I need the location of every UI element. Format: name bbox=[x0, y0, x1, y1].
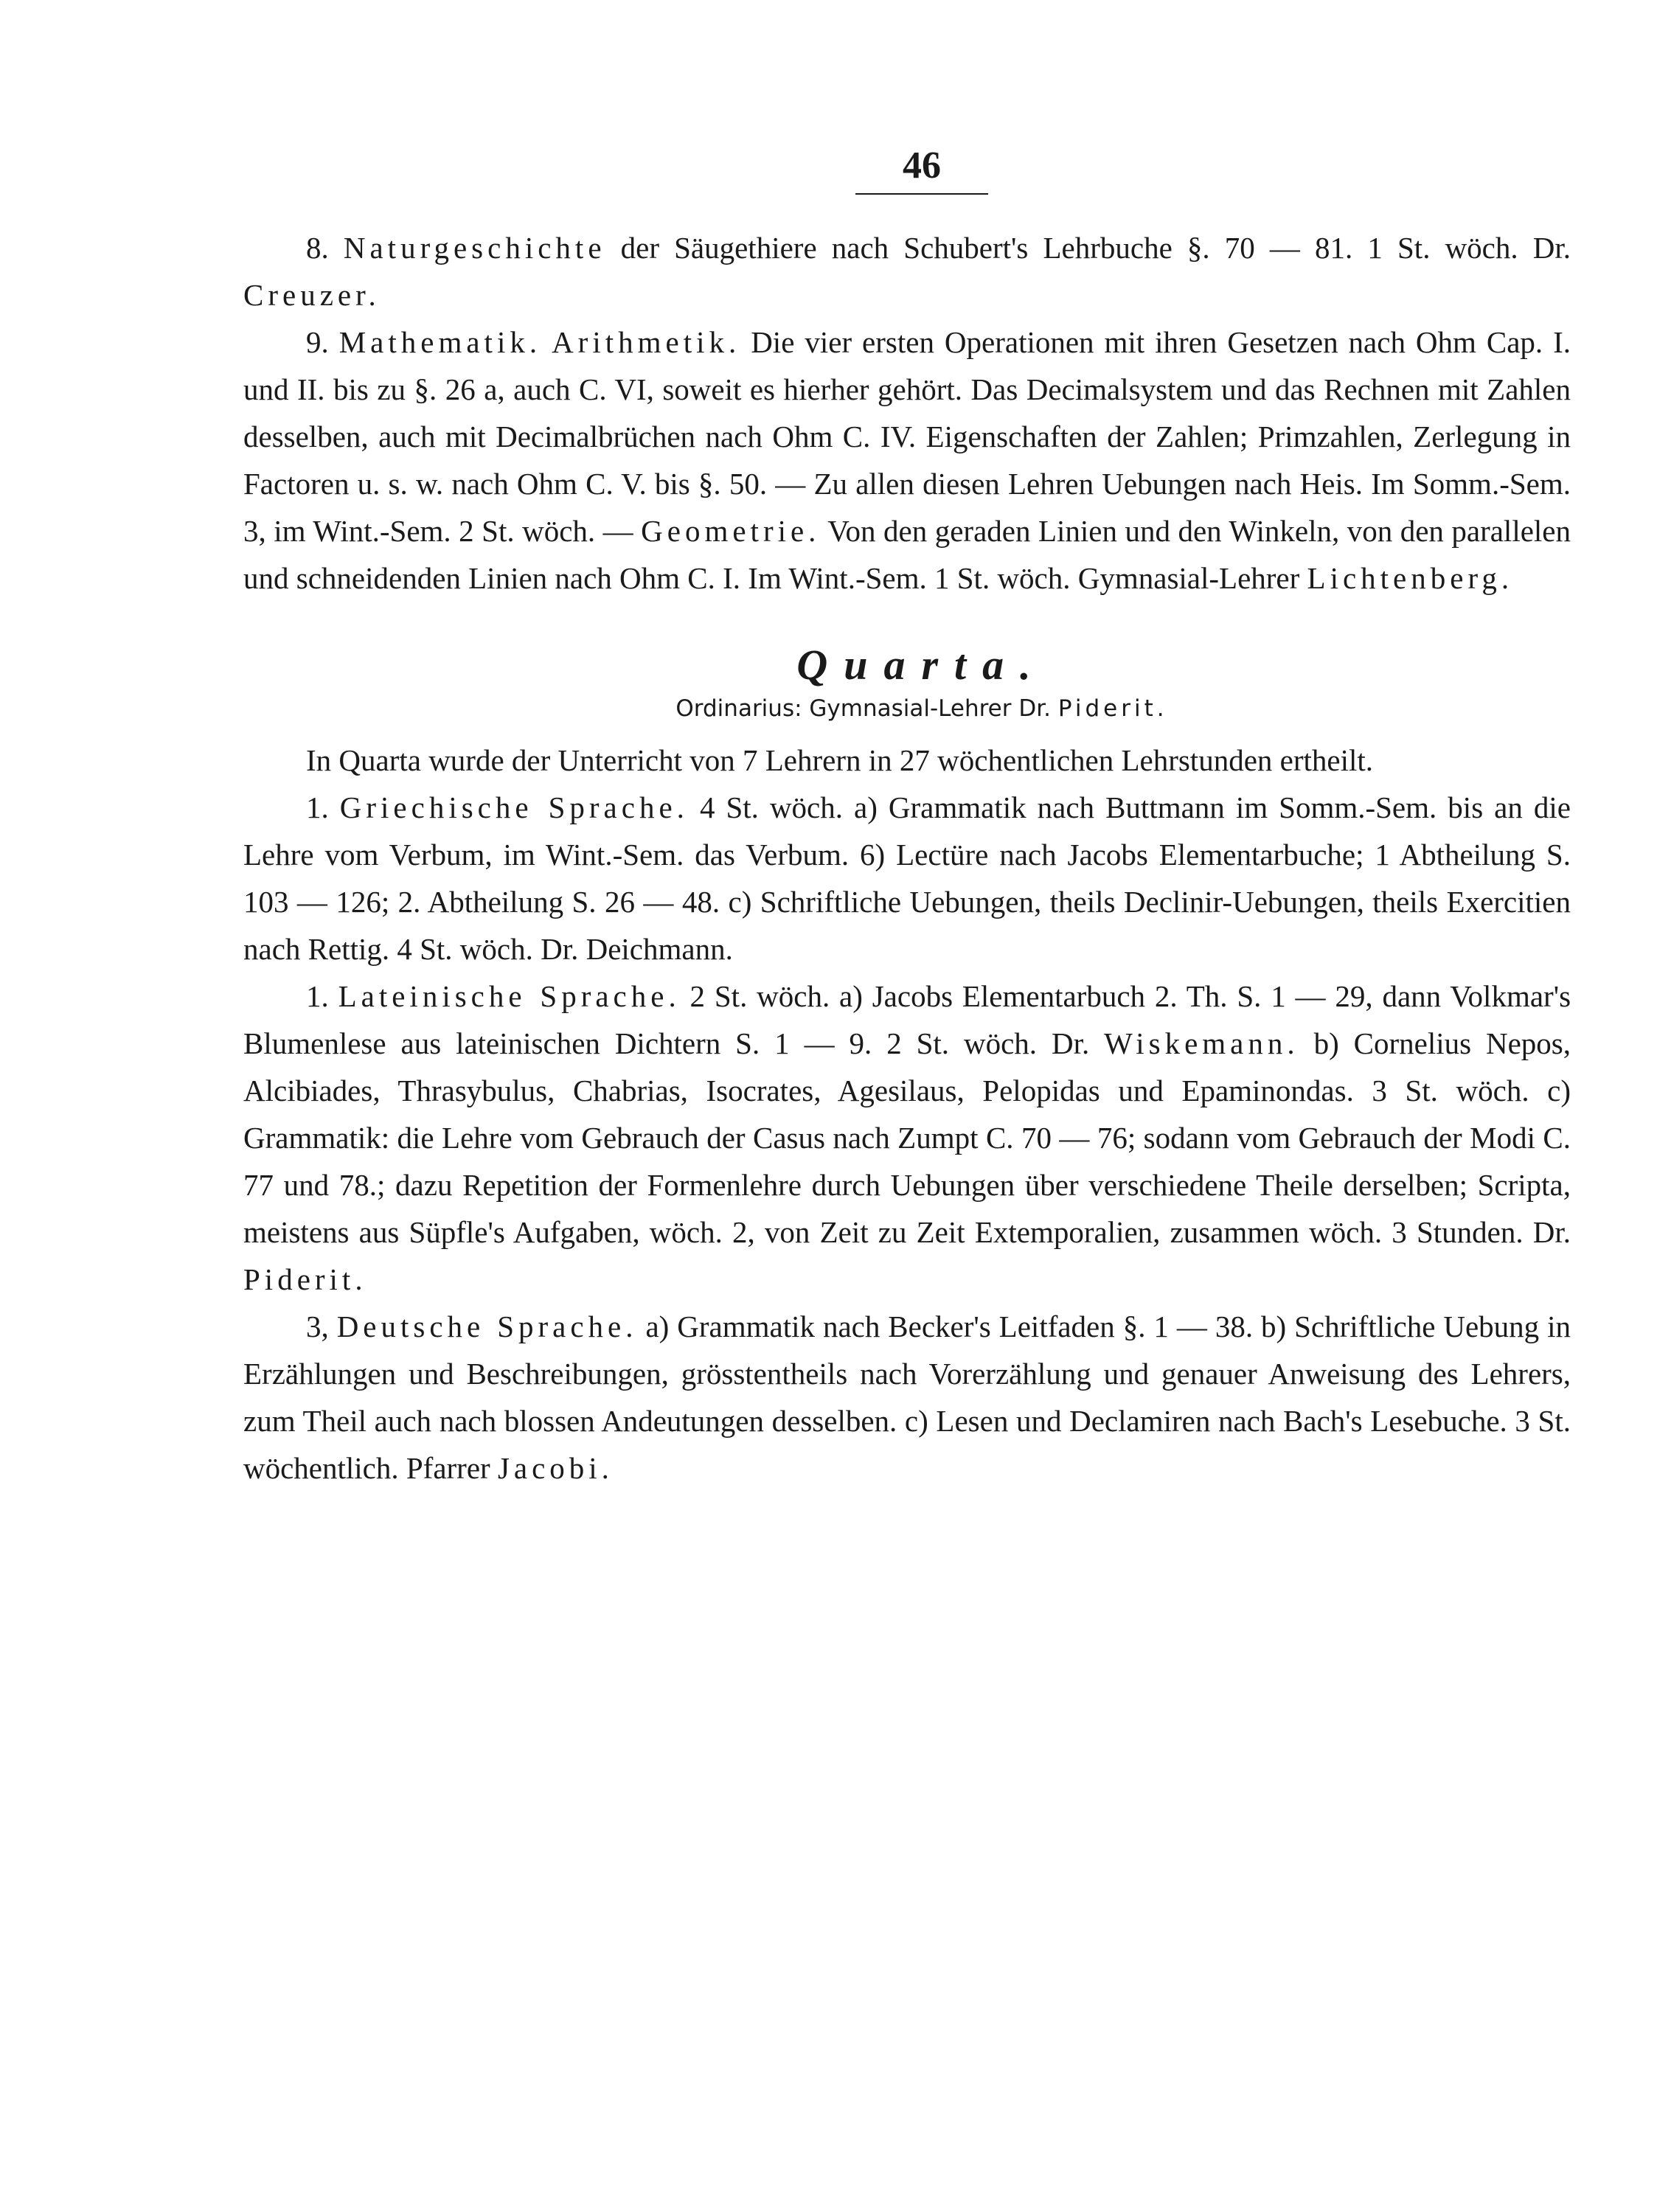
paragraph-lateinisch bbox=[243, 973, 1571, 1303]
ordinarius-label: Ordinarius: Gymnasial-Lehrer Dr. bbox=[675, 695, 1051, 722]
paragraph-text-2: Von den geraden Linien und den Winkeln, von den parallelen und schneidenden Linien nach Ohm C. I. Im Wint.-Sem. 1 St. wöch. Gymnasial-Lehrer bbox=[243, 514, 1571, 595]
paragraph-text: Die vier ersten Operationen mit ihren Gesetzen nach Ohm Cap. I. und II. bis zu §. 26 a, auch C. VI, soweit es hierher gehört. Das Decimalsystem und das Rechnen mit Zahlen desselben, auch mit Decimalbrüchen nach Ohm C. IV. Eigenschaften der Zahlen; Primzahlen, Zerlegung in Factoren u. s. w. nach Ohm C. V. bis §. 50. — Zu allen diesen Lehren Uebungen nach Heis. Im Somm.-Sem. 3, im Wint.-Sem. 2 St. wöch. — bbox=[243, 325, 1571, 548]
paragraph-text: 2 St. wöch. a) Jacobs Elementarbuch 2. Th. S. 1 — 29, dann Volkmar's Blumenlese aus lateinischen Dichtern S. 1 — 9. 2 St. wöch. Dr. bbox=[243, 979, 1571, 1060]
item-number: 9. bbox=[306, 325, 329, 359]
page-number: 46 bbox=[855, 144, 988, 195]
subject-name: Mathematik. bbox=[338, 325, 542, 359]
item-number: 1. bbox=[306, 979, 329, 1013]
paragraph-text: der Säugethiere nach Schubert's Lehrbuche §. 70 — 81. 1 St. wöch. Dr. bbox=[620, 231, 1571, 265]
paragraph-intro bbox=[243, 737, 1571, 784]
subject-name-geometrie: Geometrie. bbox=[641, 514, 821, 548]
section-heading: Quarta. bbox=[796, 641, 1047, 689]
teacher-name: Jacobi. bbox=[497, 1451, 614, 1485]
paragraph-griechisch bbox=[243, 784, 1571, 973]
subject-name: Naturgeschichte bbox=[343, 231, 606, 265]
paragraph-mathematik bbox=[243, 319, 1571, 602]
teacher-name-2: Piderit. bbox=[243, 1262, 367, 1296]
paragraph-text: 4 St. wöch. a) Grammatik nach Buttmann im Somm.-Sem. bis an die Lehre vom Verbum, im Wint.-Sem. das Verbum. 6) Lectüre nach Jacobs Elementarbuche; 1 Abtheilung S. 103 — 126; 2. Abtheilung S. 26 — 48. c) Schriftliche Uebungen, theils Declinir-Uebungen, theils Exercitien nach Rettig. 4 St. wöch. Dr. Deichmann. bbox=[243, 790, 1571, 966]
ordinarius-line bbox=[258, 695, 1585, 722]
ordinarius-name: Piderit. bbox=[1057, 695, 1168, 722]
subject-name-arithmetik: Arithmetik. bbox=[552, 325, 741, 359]
subject-name: Lateinische Sprache. bbox=[338, 979, 681, 1013]
teacher-name: Creuzer. bbox=[243, 278, 381, 312]
paragraph-text: In Quarta wurde der Unterricht von 7 Lehrern in 27 wöchentlichen Lehrstunden ertheilt. bbox=[306, 743, 1374, 777]
paragraph-naturgeschichte bbox=[243, 224, 1571, 319]
document-page bbox=[243, 144, 1571, 1492]
subject-name: Griechische Sprache. bbox=[339, 790, 689, 824]
teacher-name: Lichtenberg. bbox=[1307, 561, 1514, 595]
subject-name: Deutsche Sprache. bbox=[336, 1310, 638, 1343]
paragraph-text: a) Grammatik nach Becker's Leitfaden §. 1 — 38. b) Schriftliche Uebung in Erzählungen und Beschreibungen, grösstentheils nach Vorerzählung und genauer Anweisung des Lehrers, zum Theil auch nach blossen Andeutungen desselben. c) Lesen und Declamiren nach Bach's Lesebuche. 3 St. wöchentlich. Pfarrer bbox=[243, 1310, 1571, 1485]
item-number: 1. bbox=[306, 790, 329, 824]
paragraph-deutsch bbox=[243, 1303, 1571, 1492]
item-number: 8. bbox=[306, 231, 329, 265]
item-number: 3, bbox=[306, 1310, 329, 1343]
teacher-name: Wiskemann. bbox=[1104, 1026, 1299, 1060]
paragraph-text-2: b) Cornelius Nepos, Alcibiades, Thrasybulus, Chabrias, Isocrates, Agesilaus, Pelopidas und Epaminondas. 3 St. wöch. c) Grammatik: die Lehre vom Gebrauch der Casus nach Zumpt C. 70 — 76; sodann vom Gebrauch der Modi C. 77 und 78.; dazu Repetition der Formenlehre durch Uebungen über verschiedene Theile derselben; Scripta, meistens aus Süpfle's Aufgaben, wöch. 2, von Zeit zu Zeit Extemporalien, zusammen wöch. 3 Stunden. Dr. bbox=[243, 1026, 1571, 1249]
